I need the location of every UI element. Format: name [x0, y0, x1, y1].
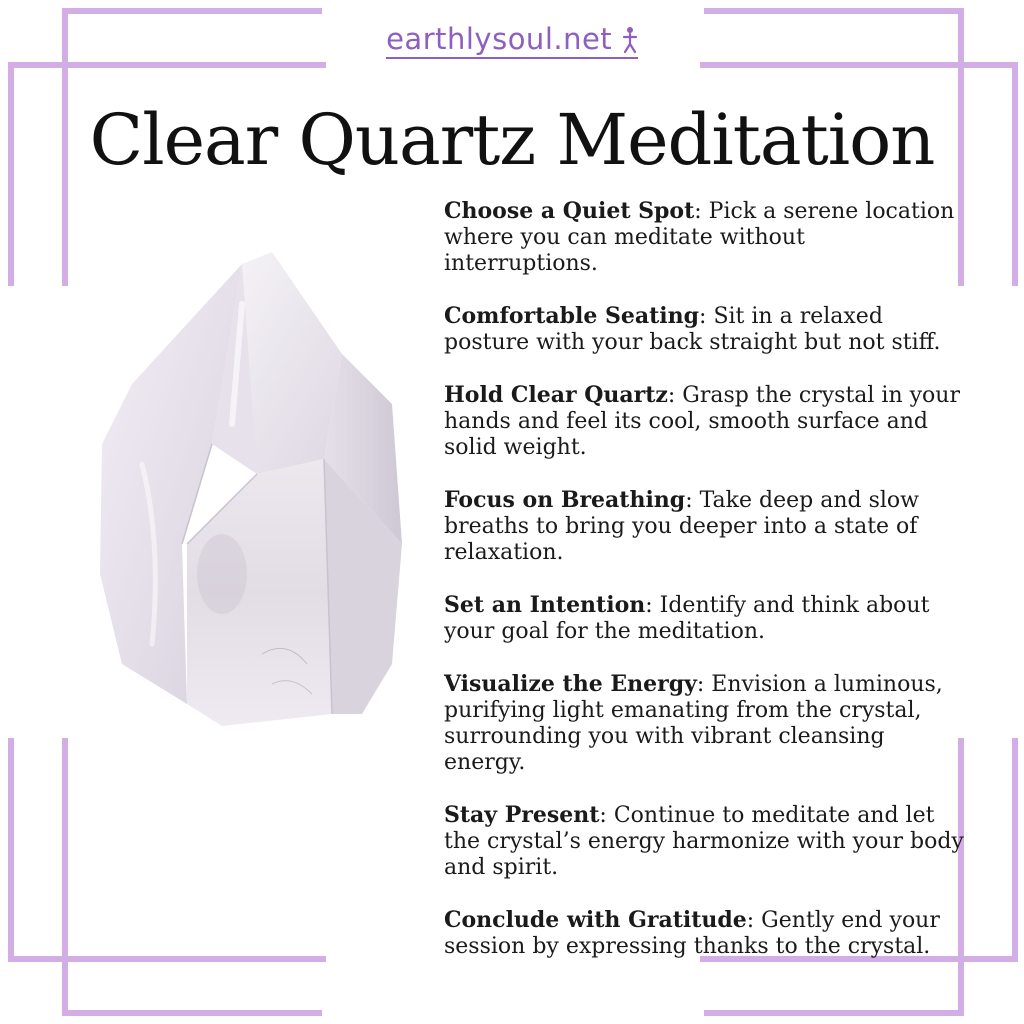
list-item [444, 382, 964, 461]
logo-text: earthlysoul.net [386, 22, 613, 56]
frame-bar [8, 738, 14, 962]
site-logo[interactable] [0, 22, 1024, 59]
step-title: Comfortable Seating [444, 303, 700, 329]
page-title: Clear Quartz Meditation [89, 99, 935, 181]
step-text: : Grasp the crystal in your hands and feel its cool, smooth surface and solid weight. [444, 383, 960, 460]
frame-bar [1012, 738, 1018, 962]
step-text: : Envision a luminous, purifying light emanating from the crystal, surrounding you with vibrant cleansing energy. [444, 672, 943, 775]
step-title: Stay Present [444, 802, 600, 828]
frame-bar [8, 62, 326, 68]
step-text: : Identify and think about your goal for the meditation. [444, 593, 930, 644]
frame-bar [700, 62, 1018, 68]
step-text: : Continue to meditate and let the crystal’s energy harmonize with your body and spirit. [444, 803, 964, 880]
yoga-figure-icon [622, 26, 638, 54]
step-text: : Take deep and slow breaths to bring you deeper into a state of relaxation. [444, 488, 919, 565]
frame-bar [62, 8, 322, 14]
frame-bar [8, 956, 326, 962]
list-item [444, 907, 964, 960]
frame-bar [62, 1010, 322, 1016]
frame-bar [704, 1010, 964, 1016]
step-title: Visualize the Energy [444, 671, 697, 697]
step-text: : Gently end your session by expressing thanks to the crystal. [444, 908, 940, 959]
step-title: Set an Intention [444, 592, 646, 618]
frame-bar [704, 8, 964, 14]
step-text: : Sit in a relaxed posture with your back straight but not stiff. [444, 304, 941, 355]
frame-bar [62, 738, 68, 1016]
step-title: Hold Clear Quartz [444, 382, 668, 408]
meditation-steps-list [444, 198, 964, 986]
step-title: Conclude with Gratitude [444, 907, 747, 933]
step-title: Focus on Breathing [444, 487, 686, 513]
list-item [444, 592, 964, 645]
list-item [444, 671, 964, 776]
list-item [444, 802, 964, 881]
list-item [444, 198, 964, 277]
clear-quartz-crystal-icon [92, 244, 412, 744]
step-title: Choose a Quiet Spot [444, 198, 695, 224]
list-item [444, 303, 964, 356]
step-text: : Pick a serene location where you can meditate without interruptions. [444, 199, 955, 276]
list-item [444, 487, 964, 566]
